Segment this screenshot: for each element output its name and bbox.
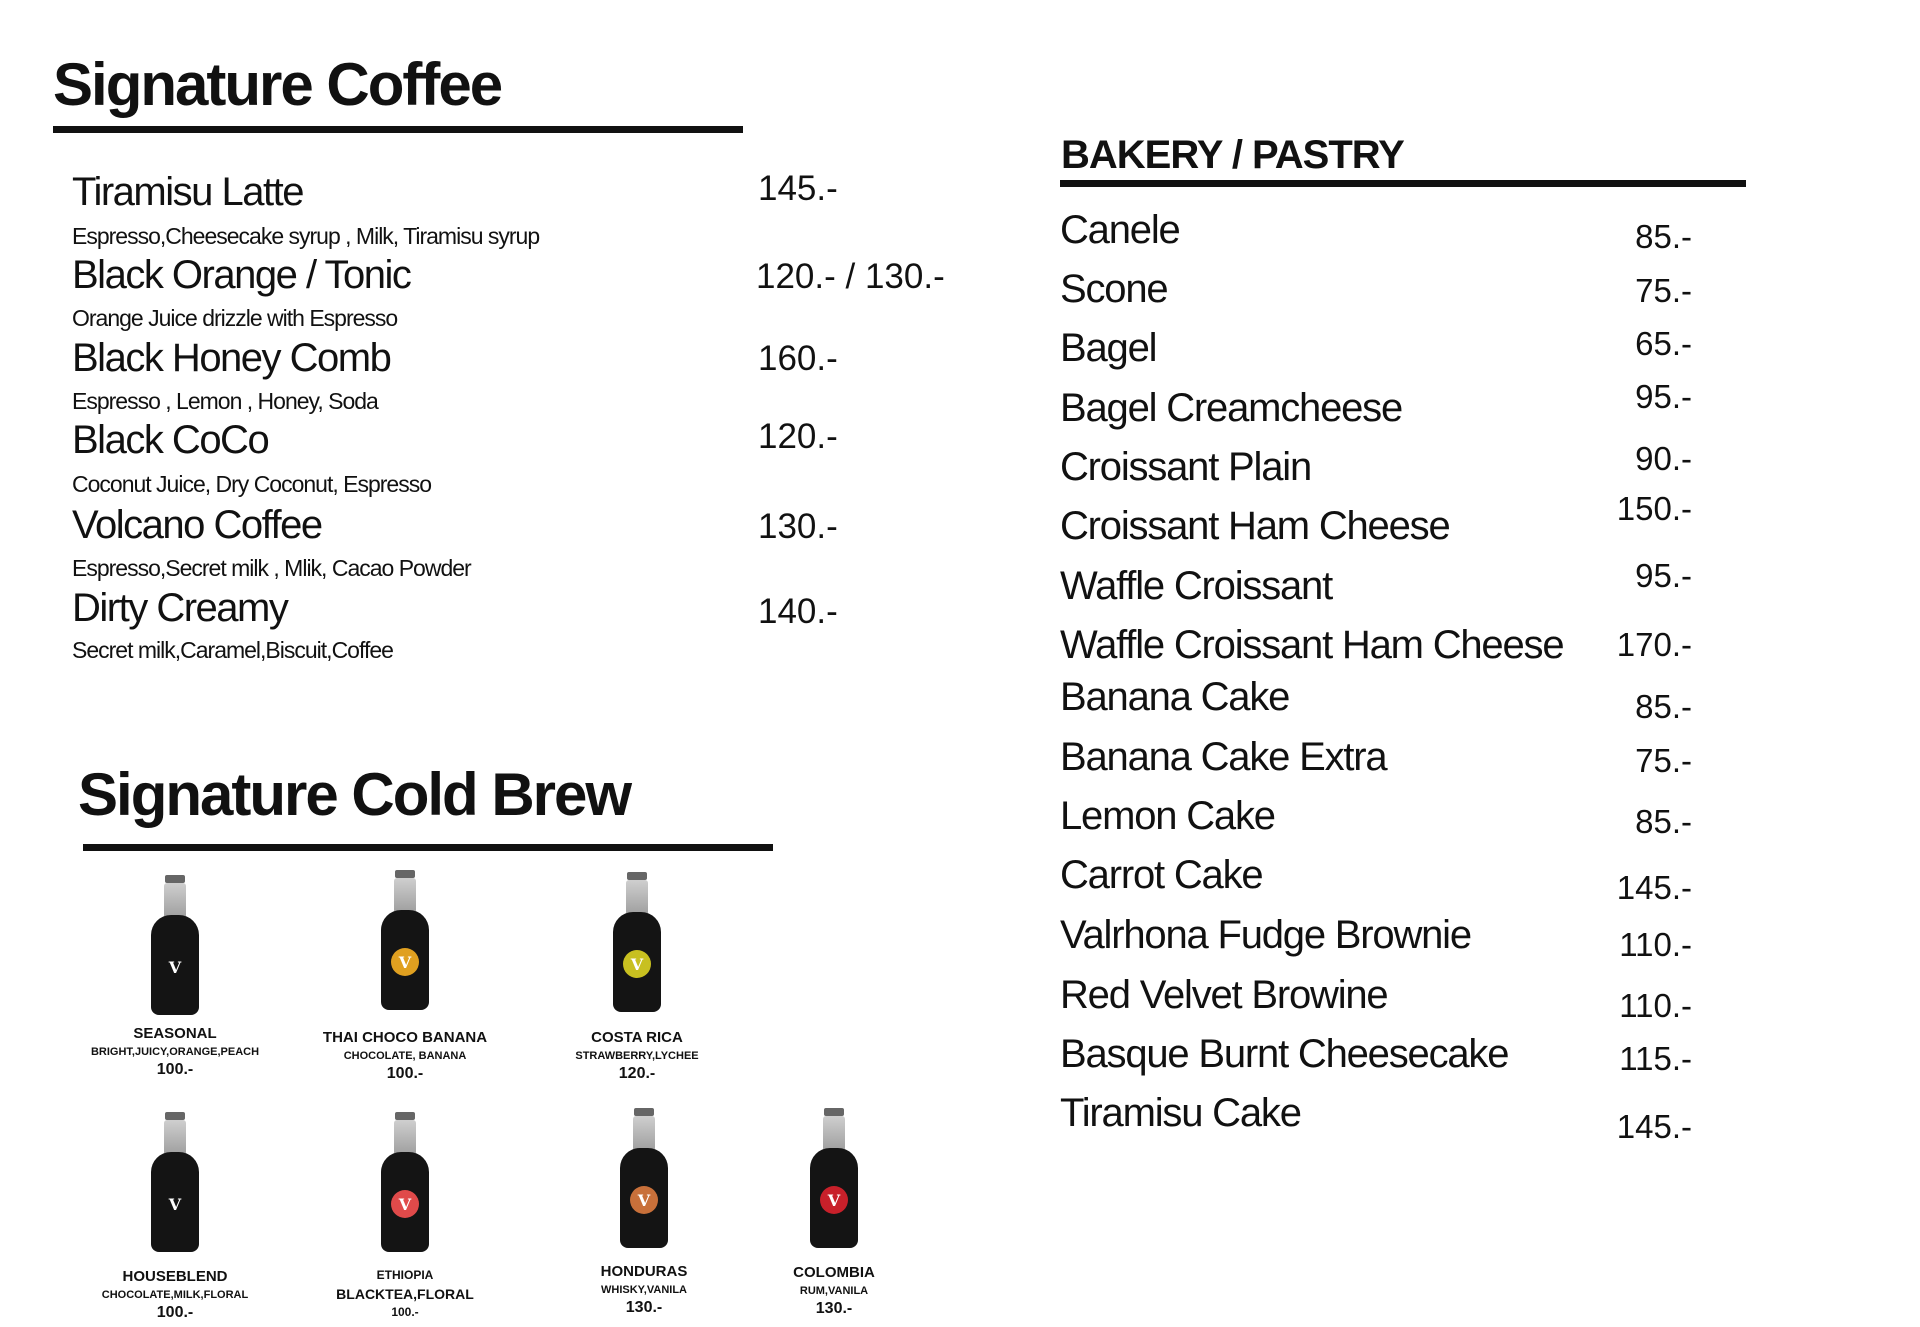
bakery-item-price: 110.- — [1619, 926, 1692, 963]
bakery-item-name: Croissant Plain — [1060, 445, 1312, 489]
cold-brew-notes: RUM,VANILA — [799, 1285, 869, 1297]
cold-brew-notes: BLACKTEA,FLORAL — [336, 1286, 474, 1302]
bakery-item-price: 95.- — [1635, 378, 1692, 415]
bottle-label: V — [391, 948, 419, 976]
coffee-item-price: 120.- — [758, 417, 838, 456]
bakery-item-name: Red Velvet Browine — [1060, 973, 1388, 1017]
bottle-icon — [379, 1112, 431, 1252]
bottle-label: V — [391, 1190, 419, 1218]
signature-coffee-rule — [53, 126, 743, 133]
cold-brew-item — [305, 1112, 505, 1319]
cold-brew-item — [734, 1108, 934, 1318]
cold-brew-name: COLOMBIA — [793, 1264, 875, 1281]
bakery-item-name: Banana Cake Extra — [1060, 735, 1387, 779]
cold-brew-name: HONDURAS — [600, 1263, 688, 1280]
bakery-item-price: 85.- — [1635, 803, 1692, 840]
cold-brew-item — [75, 1112, 275, 1322]
bakery-item-name: Scone — [1060, 267, 1168, 311]
cold-brew-price: 130.- — [815, 1300, 853, 1317]
cold-brew-notes: CHOCOLATE,MILK,FLORAL — [101, 1289, 249, 1301]
bakery-item-price: 85.- — [1635, 688, 1692, 725]
cold-brew-name: HOUSEBLEND — [122, 1268, 228, 1285]
bakery-item-name: Croissant Ham Cheese — [1060, 504, 1450, 548]
signature-cold-brew-rule — [83, 844, 773, 851]
bakery-item-name: Banana Cake — [1060, 675, 1290, 719]
bakery-item-name: Bagel — [1060, 326, 1157, 370]
bakery-item-price: 145.- — [1616, 869, 1692, 906]
bottle-label: V — [630, 1186, 658, 1214]
coffee-item-desc: Orange Juice drizzle with Espresso — [72, 305, 398, 331]
cold-brew-notes: WHISKY,VANILA — [601, 1284, 687, 1296]
cold-brew-item — [305, 870, 505, 1083]
cold-brew-name: ETHIOPIA — [376, 1268, 434, 1282]
cold-brew-name: THAI CHOCO BANANA — [322, 1029, 488, 1046]
bakery-item-name: Bagel Creamcheese — [1060, 386, 1403, 430]
bottle-icon — [149, 1112, 201, 1252]
bakery-item-price: 170.- — [1616, 626, 1692, 663]
cold-brew-price: 100.- — [386, 1065, 424, 1082]
bakery-item-name: Carrot Cake — [1060, 853, 1263, 897]
coffee-item-price: 140.- — [758, 592, 838, 631]
bottle-label: V — [161, 953, 189, 981]
bakery-item-price: 85.- — [1635, 218, 1692, 255]
bottle-icon — [149, 875, 201, 1015]
bakery-item-price: 150.- — [1616, 490, 1692, 527]
bottle-label: V — [623, 950, 651, 978]
coffee-item-name: Black Orange / Tonic — [72, 253, 411, 297]
cold-brew-notes: CHOCOLATE, BANANA — [343, 1050, 467, 1062]
coffee-item-name: Black Honey Comb — [72, 336, 391, 380]
coffee-item-desc: Espresso,Secret milk , Mlik, Cacao Powder — [72, 555, 471, 581]
coffee-item-name: Volcano Coffee — [72, 503, 322, 547]
cold-brew-price: 100.- — [391, 1305, 419, 1319]
bakery-item-name: Canele — [1060, 208, 1180, 252]
bakery-item-price: 65.- — [1635, 325, 1692, 362]
bakery-item-price: 110.- — [1619, 987, 1692, 1024]
coffee-item-desc: Secret milk,Caramel,Biscuit,Coffee — [72, 637, 393, 663]
coffee-item-desc: Espresso,Cheesecake syrup , Milk, Tiramisu syrup — [72, 223, 540, 249]
signature-coffee-title: Signature Coffee — [53, 51, 502, 118]
coffee-item-price: 160.- — [758, 339, 838, 378]
cold-brew-name: COSTA RICA — [591, 1029, 683, 1046]
bakery-item-name: Waffle Croissant — [1060, 564, 1333, 608]
bottle-label: V — [161, 1190, 189, 1218]
cold-brew-item — [75, 875, 275, 1079]
bakery-item-price: 115.- — [1619, 1040, 1692, 1077]
bakery-item-price: 145.- — [1616, 1108, 1692, 1145]
bottle-label: V — [820, 1186, 848, 1214]
signature-cold-brew-title: Signature Cold Brew — [78, 761, 631, 828]
coffee-item-name: Dirty Creamy — [72, 586, 288, 630]
cold-brew-item — [537, 872, 737, 1083]
bakery-item-name: Valrhona Fudge Brownie — [1060, 913, 1471, 957]
bakery-item-name: Lemon Cake — [1060, 794, 1275, 838]
bakery-item-price: 75.- — [1635, 272, 1692, 309]
bakery-item-name: Basque Burnt Cheesecake — [1060, 1032, 1509, 1076]
bakery-item-price: 95.- — [1635, 557, 1692, 594]
coffee-item-price: 145.- — [758, 169, 838, 208]
bakery-rule — [1060, 180, 1746, 187]
bakery-item-name: Tiramisu Cake — [1060, 1091, 1301, 1135]
bottle-icon — [808, 1108, 860, 1248]
cold-brew-price: 100.- — [156, 1061, 194, 1078]
coffee-item-desc: Espresso , Lemon , Honey, Soda — [72, 388, 378, 414]
cold-brew-name: SEASONAL — [133, 1025, 217, 1042]
cold-brew-price: 120.- — [618, 1065, 656, 1082]
cold-brew-price: 130.- — [625, 1299, 663, 1316]
bottle-icon — [379, 870, 431, 1010]
coffee-item-name: Tiramisu Latte — [72, 170, 303, 214]
cold-brew-notes: STRAWBERRY,LYCHEE — [575, 1050, 699, 1062]
coffee-item-name: Black CoCo — [72, 418, 269, 462]
bakery-item-name: Waffle Croissant Ham Cheese — [1060, 623, 1564, 667]
bakery-title: BAKERY / PASTRY — [1061, 133, 1404, 177]
coffee-item-desc: Coconut Juice, Dry Coconut, Espresso — [72, 471, 432, 497]
coffee-item-price: 120.- / 130.- — [756, 257, 945, 296]
bakery-item-price: 75.- — [1635, 742, 1692, 779]
coffee-item-price: 130.- — [758, 507, 838, 546]
bakery-item-price: 90.- — [1635, 440, 1692, 477]
cold-brew-item — [544, 1108, 744, 1317]
bottle-icon — [618, 1108, 670, 1248]
cold-brew-notes: BRIGHT,JUICY,ORANGE,PEACH — [90, 1046, 260, 1058]
cold-brew-price: 100.- — [156, 1304, 194, 1321]
bottle-icon — [611, 872, 663, 1012]
